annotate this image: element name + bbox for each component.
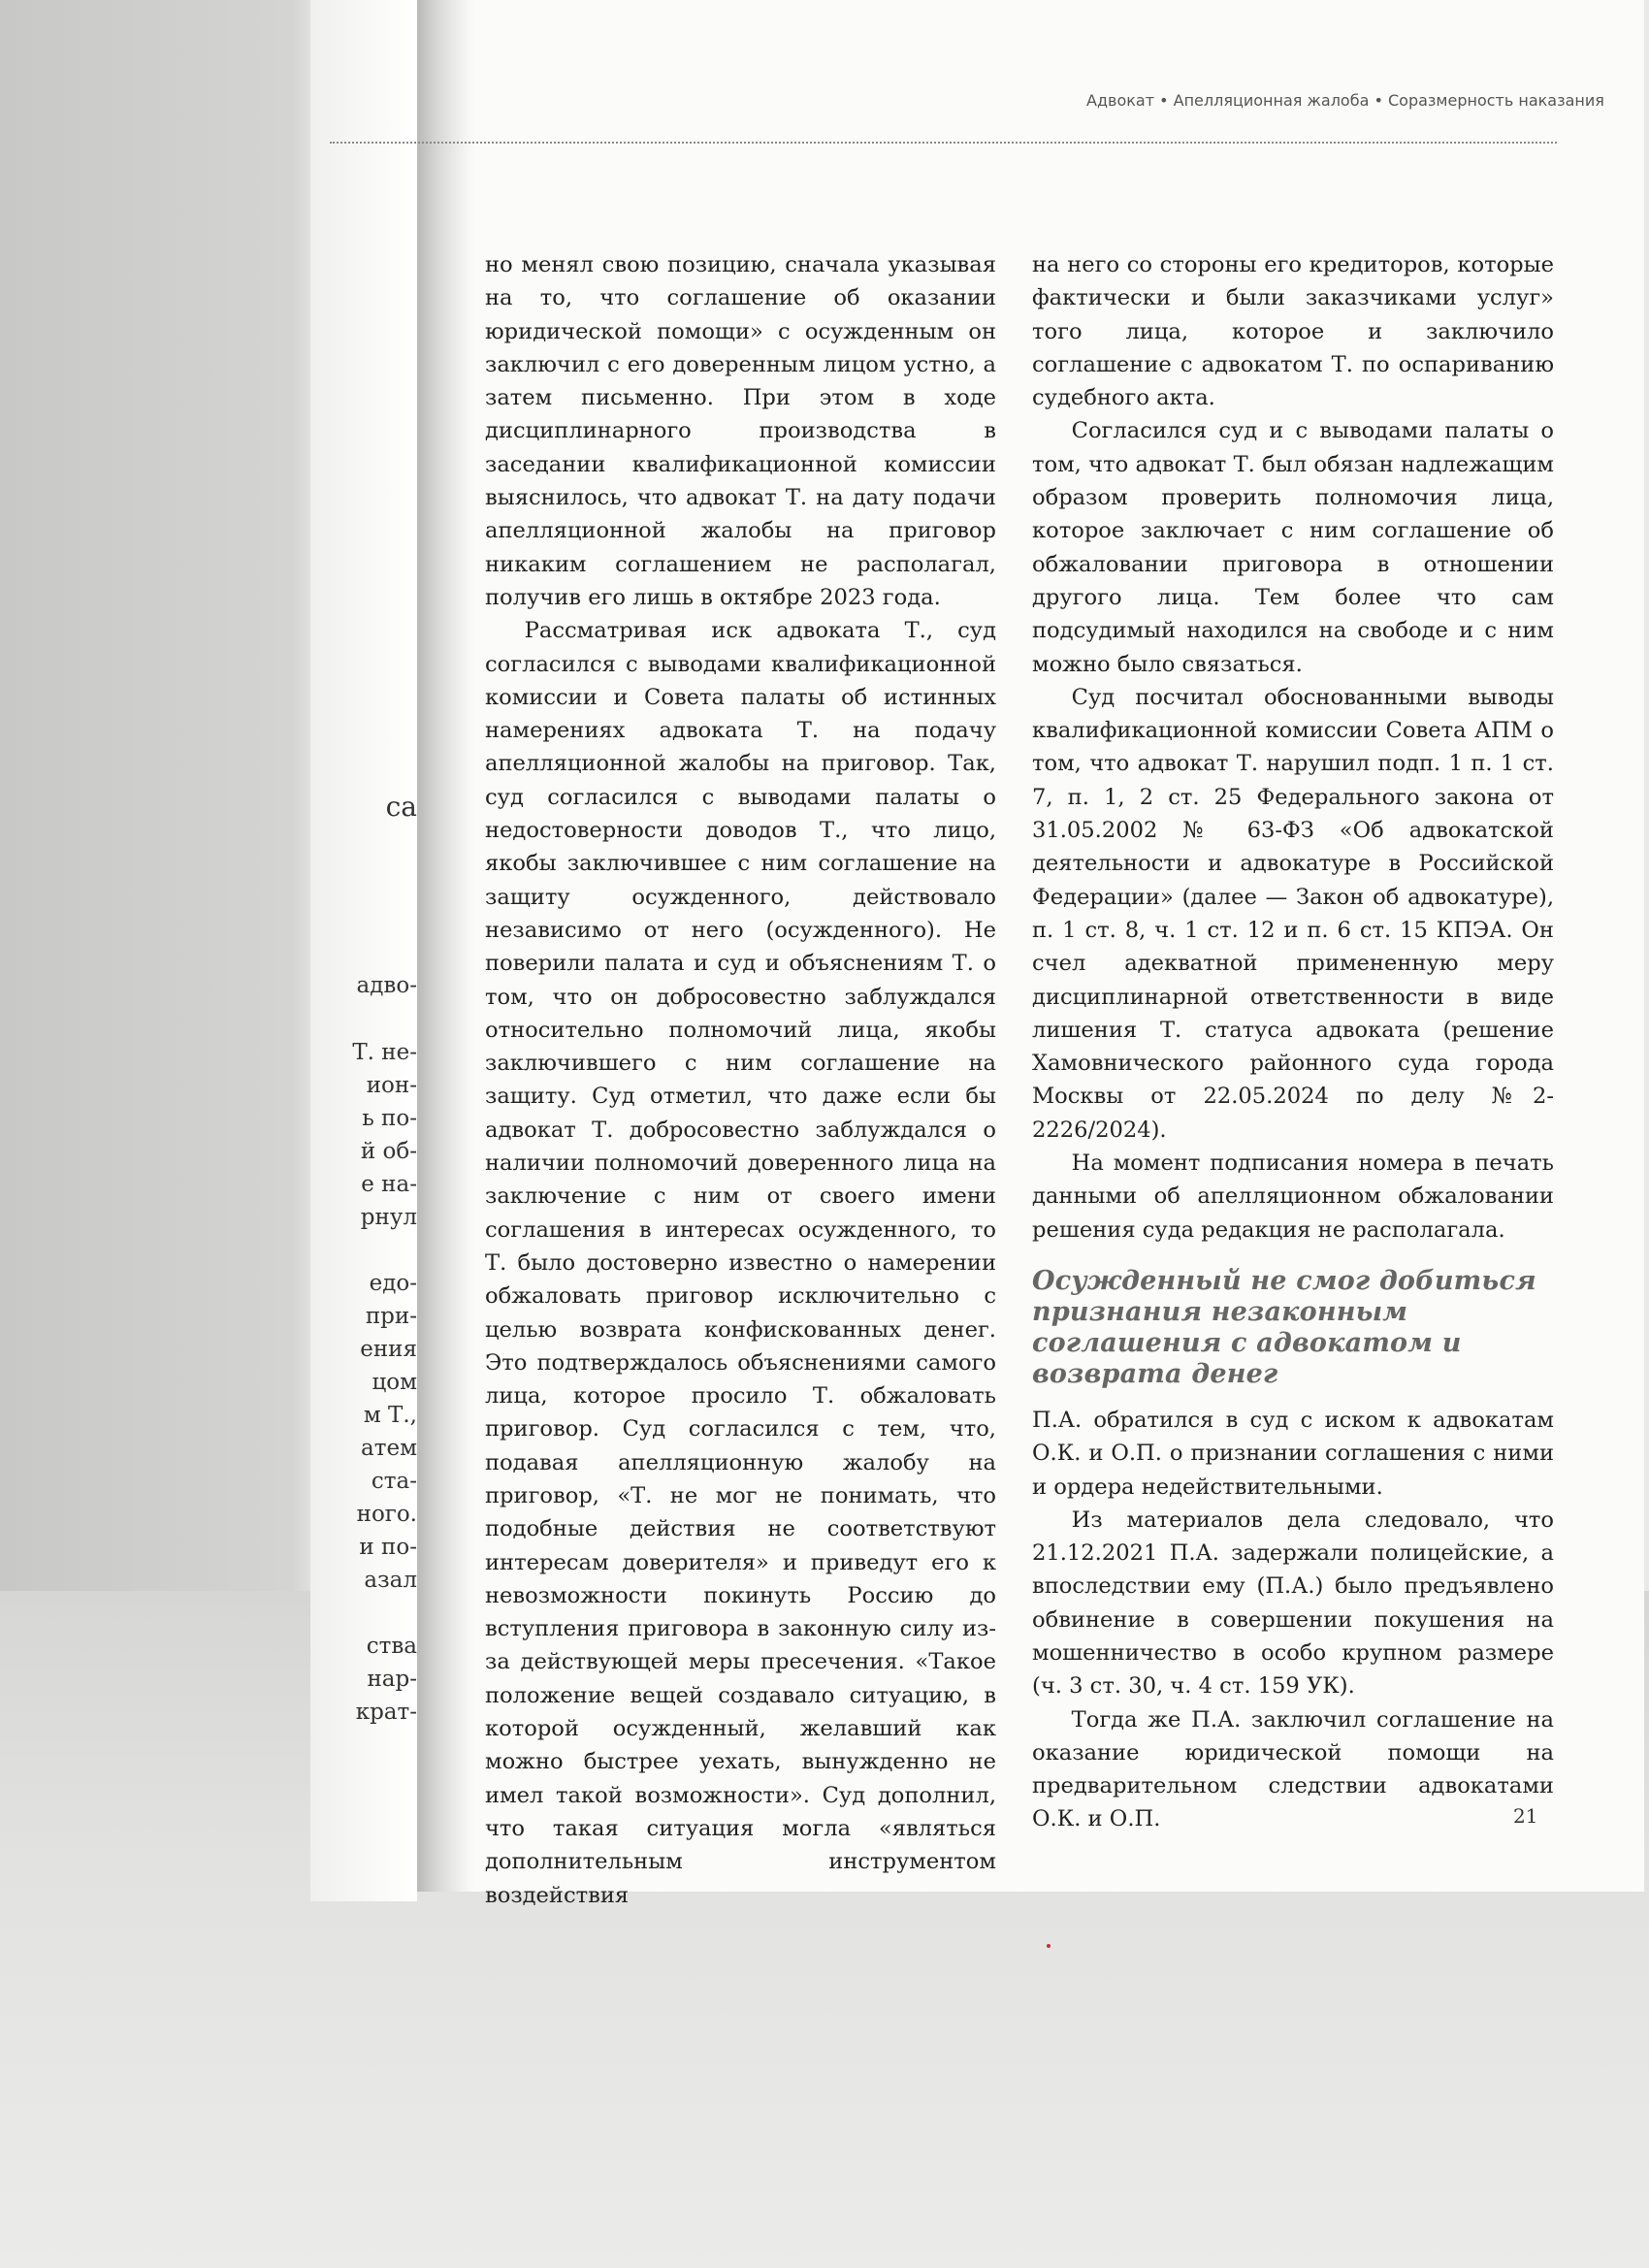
left-fragment: м Т.,: [363, 1403, 417, 1428]
left-fragment: ь по-: [362, 1106, 417, 1131]
left-fragment: ства: [366, 1634, 417, 1659]
paragraph: Суд посчитал обоснованными выводы квалификационной комиссии Совета АПМ о том, что адвокат Т. нарушил подп. 1 п. 1 ст. 7, п. 1, 2 ст. 25 Федерального закона от 31.05.2002 № 63-ФЗ «Об адвокатской деятельности и адвокатуре в Российской Федерации» (далее — Закон об адвокатуре), п. 1 ст. 8, ч. 1 ст. 12 и п. 6 ст. 15 КПЭА. Он счел адекватной примененную меру дисциплинарной ответственности в виде лишения Т. статуса адвоката (решение Хамовнического районного суда города Москвы от 22.05.2024 по делу №2-2226/2024).: [1032, 684, 1554, 1143]
left-fragment: й об-: [360, 1139, 417, 1164]
left-fragment: при-: [365, 1304, 417, 1329]
left-fragment: нар-: [367, 1667, 417, 1692]
left-fragment: адво-: [356, 973, 417, 998]
left-fragment: крат-: [355, 1700, 417, 1725]
paragraph: на него со стороны его кредиторов, которые фактически и были заказчиками услуг» того лица, которое и заключило соглашение с адвокатом Т. по оспариванию судебного акта.: [1032, 252, 1554, 411]
text-column-left: [485, 248, 996, 1912]
left-fragment: и по-: [359, 1535, 417, 1560]
left-fragment: ения: [360, 1337, 417, 1362]
running-header: Адвокат • Апелляционная жалоба • Соразмерность наказания: [1086, 91, 1604, 110]
left-fragment: атем: [361, 1436, 417, 1461]
text-column-right: [1032, 248, 1554, 1836]
page-number: 21: [1513, 1804, 1538, 1828]
left-fragment: е на-: [361, 1172, 417, 1197]
paragraph: Рассматривая иск адвоката Т., суд согласился с выводами квалификационной комиссии и Совета палаты об истинных намерениях адвоката Т. на подачу апелляционной жалобы на приговор. Так, суд согласился с выводами палаты о недостоверности доводов Т., что лицо, якобы заключившее с ним соглашение на защиту осужденного, действовало независимо от него (осужденного). Не поверили палата и суд и объяснениям Т. о том, что он добросовестно заблуждался относительно полномочий лица, якобы заключившего с ним соглашение на защиту. Суд отметил, что даже если бы адвокат Т. добросовестно заблуждался о наличии полномочий доверенного лица на заключение с ним от своего имени соглашения в интересах осужденного, то Т. было достоверно известно о намерении обжаловать приговор исключительно с целью возврата конфискованных денег. Это подтверждалось объяснениями самого лица, которое просило Т. обжаловать приговор. Суд согласился с тем, что, подавая апелляционную жалобу на приговор, «Т. не мог не понимать, что подобные действия не соответствуют интересам доверителя» и приведут его к невозможности покинуть Россию до вступления приговора в законную силу из-за действующей меры пресечения. «Такое положение вещей создавало ситуацию, в которой осужденный, желавший как можно быстрее уехать, вынужденно не имел такой возможности». Суд дополнил, что такая ситуация могла «являться дополнительным инструментом воздействия: [485, 618, 996, 1908]
paragraph: П.А. обратился в суд с иском к адвокатам О.К. и О.П. о признании соглашения с ними и ордера недействительными.: [1032, 1407, 1554, 1500]
page-gutter-shadow: [417, 0, 475, 1892]
left-fragment: едо-: [369, 1271, 417, 1296]
left-page-edge: [310, 0, 417, 1901]
paragraph: Согласился суд и с выводами палаты о том, что адвокат Т. был обязан надлежащим образом проверить полномочия лица, которое заключает с ним соглашение об обжаловании приговора в отношении другого лица. Тем более что сам подсудимый находился на свободе и с ним можно было связаться.: [1032, 418, 1554, 677]
paragraph: На момент подписания номера в печать данными об апелляционном обжаловании решения суда редакция не располагала.: [1032, 1150, 1554, 1243]
left-fragment: ион-: [366, 1073, 417, 1098]
header-dotted-rule: [330, 142, 1557, 144]
left-fragment: азал: [364, 1568, 417, 1593]
left-fragment: ста-: [371, 1469, 417, 1494]
paragraph: но менял свою позицию, сначала указывая на то, что соглашение об оказании юридической помощи» с осужденным он заключил с его доверенным лицом устно, а затем письменно. При этом в ходе дисциплинарного производства в заседании квалификационной комиссии выяснилось, что адвокат Т. на дату подачи апелляционной жалобы на приговор никаким соглашением не располагал, получив его лишь в октябре 2023 года.: [485, 252, 996, 610]
left-fragment: ного.: [356, 1502, 417, 1527]
left-fragment: цом: [372, 1370, 417, 1395]
section-heading: Осужденный не смог добиться признания незаконным соглашения с адвокатом и возврата денег: [1032, 1265, 1536, 1389]
left-fragment: Т. не-: [352, 1040, 417, 1065]
paragraph: Из материалов дела следовало, что 21.12.2021 П.А. задержали полицейские, а впоследствии ему (П.А.) было предъявлено обвинение в совершении покушения на мошенничество в особо крупном размере (ч. 3 ст. 30, ч. 4 ст. 159 УК).: [1032, 1507, 1554, 1700]
paragraph: Тогда же П.А. заключил соглашение на оказание юридической помощи на предварительном следствии адвокатами О.К. и О.П.: [1032, 1706, 1554, 1832]
left-fragment: рнул: [360, 1205, 417, 1230]
scan-speck: [1047, 1944, 1051, 1948]
left-fragment: са: [385, 791, 417, 823]
